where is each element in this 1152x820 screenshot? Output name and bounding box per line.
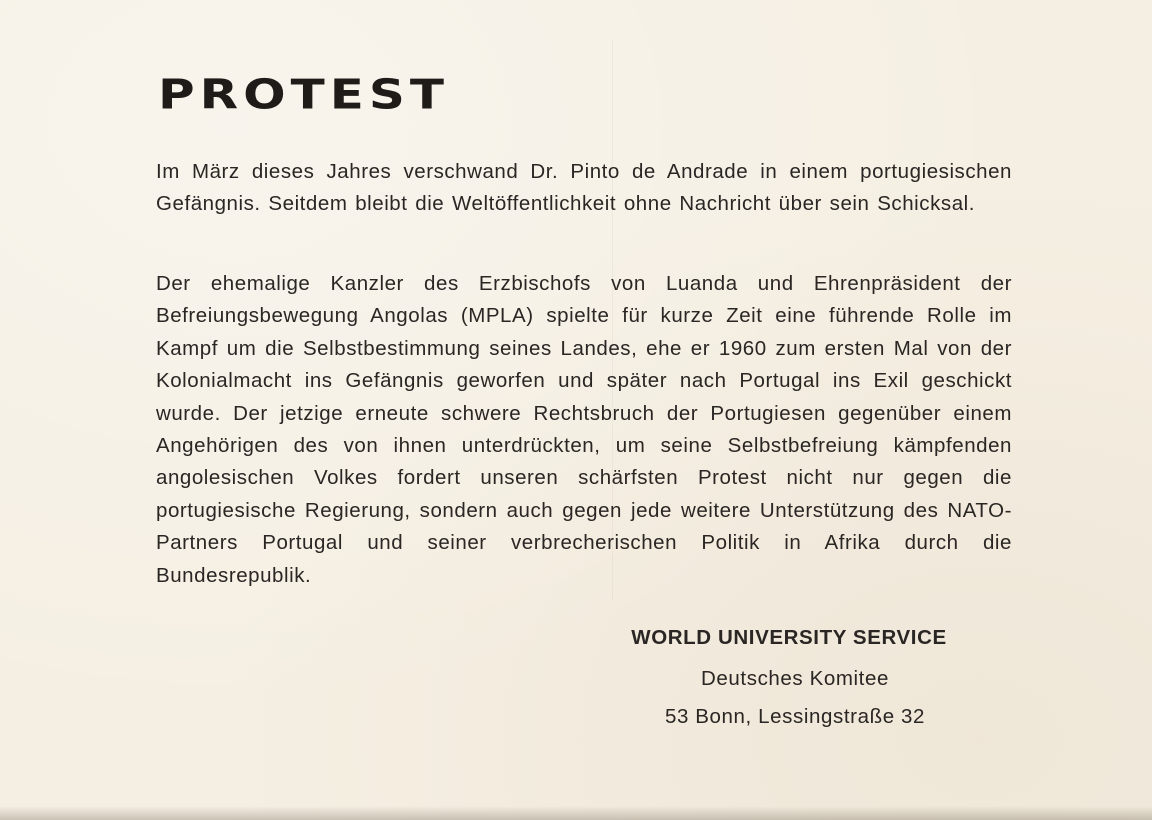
paragraph-2: Der ehemalige Kanzler des Erzbischofs von Luanda und Ehrenpräsident der Befreiungsbewegung Angolas (MPLA) spielte für kurze Zeit eine führende Rolle im Kampf um die Selbstbestimmung seines Landes, ehe er 1960 zum ersten Mal von der Kolonialmacht ins Gefängnis geworfen und später nach Portugal ins Exil geschickt wurde. Der jetzige erneute schwere Rechtsbruch der Portugiesen gegenüber einem Angehörigen des von ihnen unterdrückten, um seine Selbstbefreiung kämpfenden angolesischen Volkes fordert unseren schärfsten Protest nicht nur gegen die portugiesische Regierung, sondern auch gegen jede weitere Unterstützung des NATO-Partners Portugal und seiner verbrecherischen Politik in Afrika durch die Bundesrepublik. (156, 272, 1012, 587)
paper-bottom-edge (0, 806, 1152, 820)
signature-committee: Deutsches Komitee (701, 667, 889, 690)
signature-address: 53 Bonn, Lessingstraße 32 (664, 705, 926, 728)
paragraph-1: Im März dieses Jahres verschwand Dr. Pinto de Andrade in einem portugiesischen Gefängnis. Seitdem bleibt die Weltöffentlichkeit ohne Nachricht über sein Schicksal. (156, 160, 1012, 216)
signature-organization: WORLD UNIVERSITY SERVICE (631, 626, 947, 649)
document-title: PROTEST (158, 70, 450, 119)
signature-block (620, 624, 970, 731)
